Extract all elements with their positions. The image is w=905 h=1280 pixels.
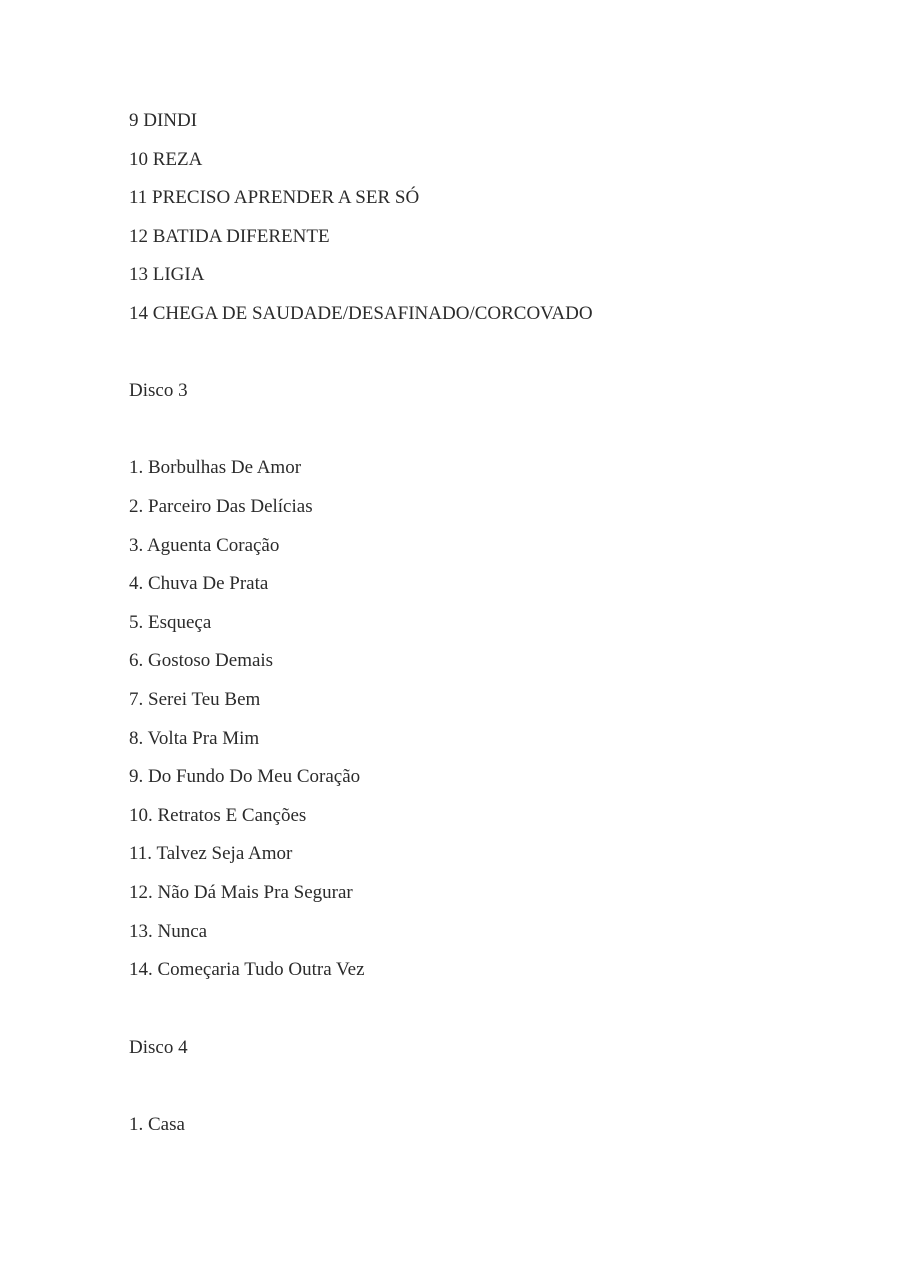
track-line: 1. Borbulhas De Amor	[129, 457, 302, 478]
disc-heading: Disco 4	[129, 1037, 188, 1058]
track-line: 2. Parceiro Das Delícias	[129, 496, 313, 517]
track-line: 10. Retratos E Canções	[129, 805, 307, 826]
track-line: 11 PRECISO APRENDER A SER SÓ	[129, 187, 420, 208]
disc-heading: Disco 3	[129, 380, 188, 401]
track-line: 8. Volta Pra Mim	[129, 728, 260, 749]
track-line: 5. Esqueça	[129, 612, 212, 633]
track-line: 13. Nunca	[129, 921, 208, 942]
track-line: 4. Chuva De Prata	[129, 573, 269, 594]
track-line: 6. Gostoso Demais	[129, 650, 274, 671]
track-line: 12. Não Dá Mais Pra Segurar	[129, 882, 353, 903]
track-line: 7. Serei Teu Bem	[129, 689, 261, 710]
track-line: 13 LIGIA	[129, 264, 205, 285]
track-line: 11. Talvez Seja Amor	[129, 843, 293, 864]
track-line: 14. Começaria Tudo Outra Vez	[129, 959, 365, 980]
track-line: 10 REZA	[129, 149, 203, 170]
track-line: 9. Do Fundo Do Meu Coração	[129, 766, 361, 787]
track-line: 3. Aguenta Coração	[129, 535, 280, 556]
track-line: 9 DINDI	[129, 110, 198, 131]
track-line: 12 BATIDA DIFERENTE	[129, 226, 330, 247]
track-line: 14 CHEGA DE SAUDADE/DESAFINADO/CORCOVADO	[129, 303, 593, 324]
track-line: 1. Casa	[129, 1114, 185, 1135]
